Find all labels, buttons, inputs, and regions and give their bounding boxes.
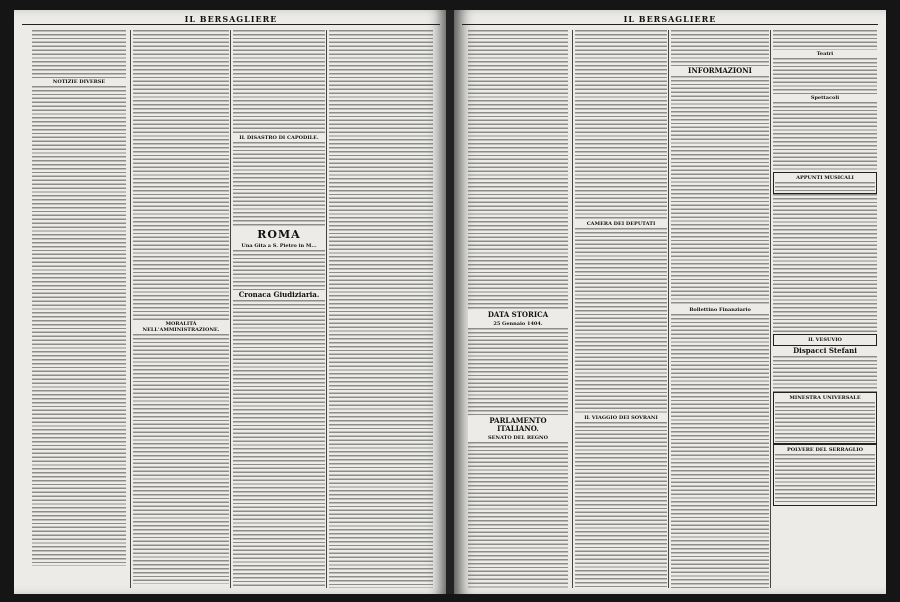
right-column-1 xyxy=(468,30,568,588)
masthead-rule xyxy=(462,24,878,25)
headline-informazioni: INFORMAZIONI xyxy=(671,66,769,76)
headline-parlamento-sub: SENATO DEL REGNO xyxy=(468,434,568,442)
headline-roma: ROMA xyxy=(233,228,325,242)
right-column-3 xyxy=(668,30,769,588)
right-column-4 xyxy=(770,30,877,588)
left-column-1 xyxy=(32,30,126,588)
left-column-2 xyxy=(130,30,229,588)
headline-appunti: APPUNTI MUSICALI xyxy=(775,174,875,182)
headline-camera: CAMERA DEI DEPUTATI xyxy=(575,220,667,228)
headline-minestra: MINESTRA UNIVERSALE xyxy=(775,394,875,402)
left-page xyxy=(14,10,448,594)
newspaper-spread xyxy=(14,10,886,594)
headline-cronaca: Cronaca Giudiziaria. xyxy=(233,290,325,300)
right-page xyxy=(454,10,886,594)
headline-polvere: POLVERE DEL SERRAGLIO xyxy=(775,446,875,454)
left-column-3 xyxy=(230,30,325,588)
ad-polvere-box xyxy=(773,444,877,506)
headline-data-storica-sub: 25 Gennaio 1404. xyxy=(468,320,568,328)
headline-notizie: NOTIZIE DIVERSE xyxy=(32,78,126,86)
headline-dispacci: Dispacci Stefani xyxy=(773,346,877,356)
headline-spettacoli: Spettacoli xyxy=(773,94,877,102)
ad-appunti-box xyxy=(773,172,877,194)
headline-bollettino: Bollettino Finanziario xyxy=(671,306,769,314)
ad-vesuvio-box xyxy=(773,334,877,346)
right-column-2 xyxy=(572,30,667,588)
headline-viaggio: IL VIAGGIO DEI SOVRANI xyxy=(575,414,667,422)
ad-minestra-box xyxy=(773,392,877,444)
right-masthead: IL BERSAGLIERE xyxy=(623,14,717,24)
headline-roma-sub: Una Gita a S. Pietro in M... xyxy=(233,242,325,250)
headline-parlamento: PARLAMENTO ITALIANO. xyxy=(468,416,568,434)
headline-disastro: IL DISASTRO DI CAPODILE. xyxy=(233,134,325,142)
left-column-4 xyxy=(326,30,433,588)
masthead-rule xyxy=(22,24,440,25)
headline-vesuvio: IL VESUVIO xyxy=(775,336,875,344)
headline-teatri: Teatri xyxy=(773,50,877,58)
left-masthead: IL BERSAGLIERE xyxy=(184,14,278,24)
headline-moralita: MORALITÀ NELL'AMMINISTRAZIONE. xyxy=(133,320,229,334)
headline-data-storica: DATA STORICA xyxy=(468,310,568,320)
